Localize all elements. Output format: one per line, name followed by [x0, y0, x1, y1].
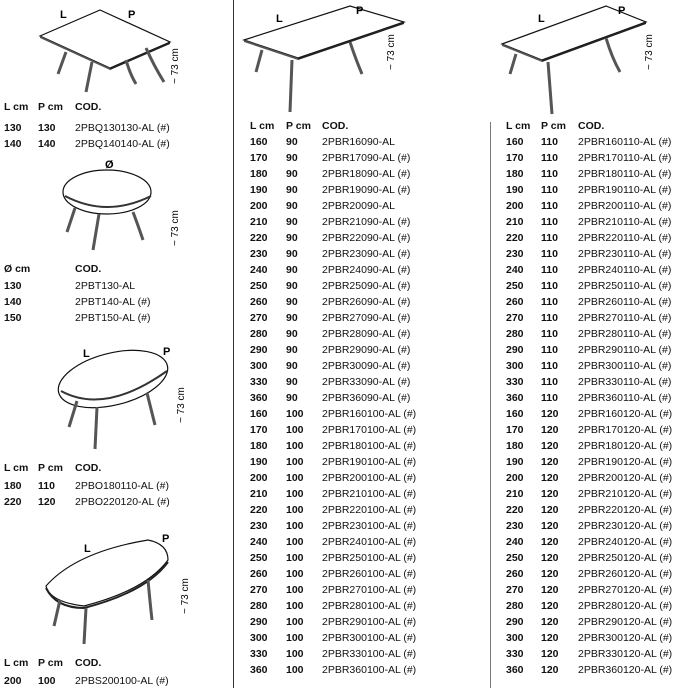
- cell-depth: 120: [541, 648, 559, 660]
- height-label-shaped: ~ 73 cm: [180, 578, 191, 614]
- cell-code: 2PBR170100-AL (#): [322, 424, 417, 436]
- cell-code: 2PBR210120-AL (#): [578, 488, 673, 500]
- cell-depth: 100: [286, 648, 304, 660]
- rect-b-header-cod: COD.: [578, 120, 605, 132]
- table-row: [0, 598, 678, 614]
- table-row: [0, 550, 678, 566]
- cell-code: 2PBR22090-AL (#): [322, 232, 411, 244]
- cell-depth: 110: [541, 216, 558, 228]
- label-L-oval: L: [83, 348, 90, 360]
- cell-depth: 120: [541, 568, 559, 580]
- cell-depth: 90: [286, 376, 298, 388]
- cell-code: 2PBS200100-AL (#): [75, 675, 169, 687]
- cell-depth: 120: [541, 520, 559, 532]
- cell-depth: 100: [286, 616, 304, 628]
- cell-depth: 110: [541, 312, 558, 324]
- cell-depth: 90: [286, 184, 298, 196]
- table-row: [0, 454, 678, 470]
- rect-a-header-l: L cm: [250, 120, 275, 132]
- round-header-cod: COD.: [75, 263, 102, 275]
- cell-depth: 120: [541, 664, 559, 676]
- cell-length: 290: [506, 616, 524, 628]
- table-row: [0, 582, 678, 598]
- cell-length: 240: [250, 536, 268, 548]
- table-row: [0, 134, 678, 150]
- cell-code: 2PBT140-AL (#): [75, 296, 151, 308]
- cell-length: 180: [250, 168, 268, 180]
- table-row: [0, 438, 678, 454]
- cell-code: 2PBR250100-AL (#): [322, 552, 417, 564]
- cell-depth: 90: [286, 360, 298, 372]
- cell-length: 290: [250, 344, 268, 356]
- cell-code: 2PBR29090-AL (#): [322, 344, 411, 356]
- cell-depth: 100: [286, 504, 304, 516]
- cell-length: 250: [250, 552, 268, 564]
- shaped-header-l: L cm: [4, 657, 29, 669]
- cell-code: 2PBR190100-AL (#): [322, 456, 417, 468]
- shaped-header-cod: COD.: [75, 657, 102, 669]
- cell-length: 190: [250, 456, 268, 468]
- square-table-drawing: [28, 4, 198, 94]
- cell-length: 200: [250, 200, 268, 212]
- cell-depth: 90: [286, 200, 298, 212]
- height-label-rect-a: ~ 73 cm: [386, 34, 397, 70]
- label-P: P: [128, 9, 136, 21]
- table-row: [0, 150, 678, 166]
- cell-length: 210: [250, 216, 268, 228]
- label-P-rect-a: P: [356, 5, 364, 17]
- cell-depth: 120: [541, 488, 559, 500]
- cell-code: 2PBR360110-AL (#): [578, 392, 672, 404]
- cell-code: 2PBR290120-AL (#): [578, 616, 673, 628]
- rect-table-drawing-b: [496, 2, 676, 117]
- cell-depth: 110: [541, 392, 558, 404]
- cell-code: 2PBR17090-AL (#): [322, 152, 411, 164]
- cell-depth: 90: [286, 312, 298, 324]
- cell-depth: 110: [541, 264, 558, 276]
- label-L: L: [60, 9, 67, 21]
- cell-length: 190: [250, 184, 268, 196]
- cell-code: 2PBR240100-AL (#): [322, 536, 417, 548]
- cell-code: 2PBR300100-AL (#): [322, 632, 417, 644]
- cell-code: 2PBQ130130-AL (#): [75, 122, 170, 134]
- cell-depth: 100: [286, 568, 304, 580]
- cell-depth: 90: [286, 232, 298, 244]
- oval-header-l: L cm: [4, 462, 29, 474]
- cell-length: 300: [506, 632, 524, 644]
- height-label-oval: ~ 73 cm: [176, 387, 187, 423]
- cell-length: 260: [250, 296, 268, 308]
- cell-code: 2PBR180110-AL (#): [578, 168, 672, 180]
- cell-depth: 100: [286, 408, 304, 420]
- cell-code: 2PBR26090-AL (#): [322, 296, 411, 308]
- cell-depth: 100: [286, 536, 304, 548]
- table-row: [0, 630, 678, 646]
- cell-depth: 120: [38, 496, 56, 508]
- cell-length: 210: [506, 488, 524, 500]
- cell-code: 2PBR200110-AL (#): [578, 200, 672, 212]
- table-row: [0, 566, 678, 582]
- cell-depth: 100: [286, 600, 304, 612]
- cell-code: 2PBR170110-AL (#): [578, 152, 672, 164]
- cell-depth: 120: [541, 408, 559, 420]
- cell-depth: 120: [541, 616, 559, 628]
- cell-code: 2PBO220120-AL (#): [75, 496, 170, 508]
- cell-depth: 100: [286, 584, 304, 596]
- cell-depth: 110: [541, 184, 558, 196]
- label-diameter: Ø: [105, 159, 114, 171]
- table-row: [0, 230, 678, 246]
- rect-a-header-cod: COD.: [322, 120, 349, 132]
- cell-code: 2PBT150-AL (#): [75, 312, 151, 324]
- table-row: [0, 406, 678, 422]
- cell-code: 2PBQ140140-AL (#): [75, 138, 170, 150]
- cell-depth: 110: [541, 248, 558, 260]
- table-row: [0, 166, 678, 182]
- cell-code: 2PBR19090-AL (#): [322, 184, 411, 196]
- cell-length: 270: [250, 312, 268, 324]
- cell-depth: 90: [286, 264, 298, 276]
- label-P-oval: P: [163, 346, 171, 358]
- cell-length: 170: [250, 152, 268, 164]
- cell-code: 2PBR220120-AL (#): [578, 504, 673, 516]
- cell-depth: 120: [541, 504, 559, 516]
- table-row: [0, 374, 678, 390]
- cell-depth: 120: [541, 456, 559, 468]
- cell-depth: 90: [286, 136, 298, 148]
- cell-code: 2PBO180110-AL (#): [75, 480, 169, 492]
- cell-code: 2PBR180120-AL (#): [578, 440, 673, 452]
- cell-depth: 100: [286, 456, 304, 468]
- cell-length: 220: [4, 496, 22, 508]
- cell-length: 280: [506, 600, 524, 612]
- table-row: [0, 358, 678, 374]
- cell-code: 2PBR230110-AL (#): [578, 248, 672, 260]
- cell-code: 2PBR230100-AL (#): [322, 520, 417, 532]
- label-L-rect-a: L: [276, 13, 283, 25]
- cell-length: 230: [250, 520, 268, 532]
- cell-code: 2PBR25090-AL (#): [322, 280, 411, 292]
- cell-length: 250: [250, 280, 268, 292]
- cell-code: 2PBR170120-AL (#): [578, 424, 673, 436]
- cell-code: 2PBR260120-AL (#): [578, 568, 673, 580]
- cell-length: 230: [506, 248, 524, 260]
- cell-depth: 140: [38, 138, 56, 150]
- cell-length: 290: [250, 616, 268, 628]
- cell-code: 2PBR270120-AL (#): [578, 584, 673, 596]
- cell-code: 2PBR290100-AL (#): [322, 616, 417, 628]
- cell-length: 160: [506, 136, 524, 148]
- cell-length: 200: [4, 675, 22, 687]
- cell-depth: 110: [541, 360, 558, 372]
- cell-code: 2PBR330110-AL (#): [578, 376, 672, 388]
- cell-depth: 110: [541, 376, 558, 388]
- cell-depth: 130: [38, 122, 56, 134]
- cell-length: 200: [506, 200, 524, 212]
- cell-code: 2PBR240110-AL (#): [578, 264, 672, 276]
- cell-code: 2PBR290110-AL (#): [578, 344, 672, 356]
- cell-depth: 120: [541, 600, 559, 612]
- cell-code: 2PBR28090-AL (#): [322, 328, 411, 340]
- cell-length: 330: [506, 376, 524, 388]
- table-row: [0, 310, 678, 326]
- cell-code: 2PBR160110-AL (#): [578, 136, 672, 148]
- cell-code: 2PBR33090-AL (#): [322, 376, 411, 388]
- table-row: [0, 182, 678, 198]
- cell-code: 2PBR250110-AL (#): [578, 280, 672, 292]
- table-row: [0, 198, 678, 214]
- table-row: [0, 390, 678, 406]
- cell-code: 2PBR270110-AL (#): [578, 312, 672, 324]
- rect-table-drawing-a: [240, 2, 420, 117]
- cell-length: 180: [506, 440, 524, 452]
- height-label: ~ 73 cm: [170, 48, 181, 84]
- square-header-l: L cm: [4, 101, 29, 113]
- cell-length: 360: [250, 664, 268, 676]
- rect-b-header-l: L cm: [506, 120, 531, 132]
- cell-length: 170: [506, 152, 524, 164]
- cell-depth: 100: [38, 675, 56, 687]
- cell-length: 220: [250, 232, 268, 244]
- cell-code: 2PBR20090-AL: [322, 200, 395, 212]
- cell-length: 220: [506, 504, 524, 516]
- cell-diameter: 140: [4, 296, 22, 308]
- cell-depth: 90: [286, 280, 298, 292]
- cell-code: 2PBR360120-AL (#): [578, 664, 673, 676]
- cell-code: 2PBR260100-AL (#): [322, 568, 417, 580]
- cell-length: 190: [506, 456, 524, 468]
- cell-depth: 100: [286, 552, 304, 564]
- cell-code: 2PBT130-AL: [75, 280, 136, 292]
- cell-length: 170: [250, 424, 268, 436]
- cell-depth: 110: [541, 152, 558, 164]
- cell-depth: 90: [286, 248, 298, 260]
- oval-header-cod: COD.: [75, 462, 102, 474]
- table-row: [0, 486, 678, 502]
- cell-length: 290: [506, 344, 524, 356]
- cell-length: 330: [250, 376, 268, 388]
- cell-code: 2PBR160120-AL (#): [578, 408, 673, 420]
- rect-b-header-p: P cm: [541, 120, 566, 132]
- square-header-cod: COD.: [75, 101, 102, 113]
- table-row: [0, 646, 678, 662]
- cell-length: 180: [506, 168, 524, 180]
- cell-code: 2PBR36090-AL (#): [322, 392, 411, 404]
- cell-depth: 110: [541, 296, 558, 308]
- cell-depth: 120: [541, 472, 559, 484]
- cell-code: 2PBR260110-AL (#): [578, 296, 672, 308]
- cell-length: 210: [250, 488, 268, 500]
- cell-depth: 110: [541, 136, 558, 148]
- cell-depth: 120: [541, 440, 559, 452]
- cell-code: 2PBR280110-AL (#): [578, 328, 672, 340]
- shaped-header-p: P cm: [38, 657, 63, 669]
- cell-code: 2PBR220100-AL (#): [322, 504, 417, 516]
- cell-length: 280: [250, 600, 268, 612]
- cell-length: 240: [506, 264, 524, 276]
- cell-depth: 110: [541, 232, 558, 244]
- cell-code: 2PBR190120-AL (#): [578, 456, 673, 468]
- cell-depth: 120: [541, 424, 559, 436]
- cell-length: 360: [250, 392, 268, 404]
- cell-depth: 100: [286, 488, 304, 500]
- label-L-rect-b: L: [538, 13, 545, 25]
- cell-length: 250: [506, 552, 524, 564]
- cell-depth: 110: [541, 168, 558, 180]
- cell-code: 2PBR330100-AL (#): [322, 648, 417, 660]
- cell-length: 160: [506, 408, 524, 420]
- cell-code: 2PBR280100-AL (#): [322, 600, 417, 612]
- cell-code: 2PBR210110-AL (#): [578, 216, 672, 228]
- cell-length: 300: [250, 360, 268, 372]
- height-label-rect-b: ~ 73 cm: [644, 34, 655, 70]
- cell-depth: 90: [286, 392, 298, 404]
- table-row: [0, 470, 678, 486]
- cell-depth: 110: [541, 344, 558, 356]
- label-P-rect-b: P: [618, 5, 626, 17]
- label-L-shaped: L: [84, 543, 91, 555]
- label-P-shaped: P: [162, 533, 170, 545]
- cell-length: 300: [506, 360, 524, 372]
- cell-code: 2PBR27090-AL (#): [322, 312, 411, 324]
- cell-code: 2PBR250120-AL (#): [578, 552, 673, 564]
- cell-code: 2PBR280120-AL (#): [578, 600, 673, 612]
- cell-code: 2PBR210100-AL (#): [322, 488, 417, 500]
- table-row: [0, 294, 678, 310]
- cell-depth: 120: [541, 632, 559, 644]
- cell-length: 270: [250, 584, 268, 596]
- square-header-p: P cm: [38, 101, 63, 113]
- cell-length: 170: [506, 424, 524, 436]
- cell-length: 260: [506, 568, 524, 580]
- cell-length: 360: [506, 664, 524, 676]
- cell-depth: 120: [541, 536, 559, 548]
- cell-length: 260: [506, 296, 524, 308]
- cell-length: 240: [506, 536, 524, 548]
- cell-length: 360: [506, 392, 524, 404]
- cell-length: 210: [506, 216, 524, 228]
- cell-length: 160: [250, 136, 268, 148]
- cell-diameter: 150: [4, 312, 22, 324]
- cell-code: 2PBR230120-AL (#): [578, 520, 673, 532]
- cell-code: 2PBR270100-AL (#): [322, 584, 417, 596]
- cell-code: 2PBR160100-AL (#): [322, 408, 417, 420]
- cell-depth: 110: [541, 280, 558, 292]
- cell-code: 2PBR180100-AL (#): [322, 440, 417, 452]
- cell-code: 2PBR23090-AL (#): [322, 248, 411, 260]
- cell-length: 230: [506, 520, 524, 532]
- cell-depth: 90: [286, 216, 298, 228]
- cell-depth: 90: [286, 168, 298, 180]
- cell-code: 2PBR200100-AL (#): [322, 472, 417, 484]
- cell-code: 2PBR300110-AL (#): [578, 360, 672, 372]
- cell-length: 130: [4, 122, 22, 134]
- cell-diameter: 130: [4, 280, 22, 292]
- table-row: [0, 518, 678, 534]
- cell-depth: 110: [38, 480, 55, 492]
- cell-length: 140: [4, 138, 22, 150]
- cell-length: 180: [250, 440, 268, 452]
- cell-code: 2PBR24090-AL (#): [322, 264, 411, 276]
- cell-length: 190: [506, 184, 524, 196]
- cell-length: 180: [4, 480, 22, 492]
- oval-header-p: P cm: [38, 462, 63, 474]
- cell-depth: 100: [286, 632, 304, 644]
- cell-depth: 120: [541, 584, 559, 596]
- cell-depth: 90: [286, 344, 298, 356]
- cell-code: 2PBR240120-AL (#): [578, 536, 673, 548]
- cell-depth: 90: [286, 328, 298, 340]
- cell-length: 330: [250, 648, 268, 660]
- cell-code: 2PBR360100-AL (#): [322, 664, 417, 676]
- table-row: [0, 278, 678, 294]
- table-row: [0, 422, 678, 438]
- cell-length: 250: [506, 280, 524, 292]
- cell-length: 280: [250, 328, 268, 340]
- cell-depth: 100: [286, 472, 304, 484]
- height-label-round: ~ 73 cm: [170, 210, 181, 246]
- table-row: [0, 262, 678, 278]
- rect-a-header-p: P cm: [286, 120, 311, 132]
- cell-length: 200: [250, 472, 268, 484]
- cell-length: 260: [250, 568, 268, 580]
- table-row: [0, 246, 678, 262]
- round-header-d: Ø cm: [4, 263, 31, 275]
- table-row: [0, 502, 678, 518]
- table-row: [0, 214, 678, 230]
- cell-length: 240: [250, 264, 268, 276]
- cell-code: 2PBR30090-AL (#): [322, 360, 411, 372]
- table-row: [0, 342, 678, 358]
- cell-depth: 120: [541, 552, 559, 564]
- cell-depth: 90: [286, 296, 298, 308]
- cell-depth: 100: [286, 664, 304, 676]
- cell-depth: 100: [286, 424, 304, 436]
- cell-length: 220: [506, 232, 524, 244]
- cell-length: 270: [506, 312, 524, 324]
- cell-depth: 90: [286, 152, 298, 164]
- table-row: [0, 534, 678, 550]
- cell-length: 220: [250, 504, 268, 516]
- cell-depth: 100: [286, 520, 304, 532]
- cell-length: 270: [506, 584, 524, 596]
- cell-code: 2PBR330120-AL (#): [578, 648, 673, 660]
- cell-length: 200: [506, 472, 524, 484]
- cell-length: 280: [506, 328, 524, 340]
- cell-depth: 100: [286, 440, 304, 452]
- table-row: [0, 662, 678, 678]
- cell-code: 2PBR16090-AL: [322, 136, 395, 148]
- cell-depth: 110: [541, 200, 558, 212]
- cell-length: 300: [250, 632, 268, 644]
- cell-code: 2PBR18090-AL (#): [322, 168, 411, 180]
- table-row: [0, 326, 678, 342]
- cell-length: 230: [250, 248, 268, 260]
- cell-code: 2PBR220110-AL (#): [578, 232, 672, 244]
- cell-depth: 110: [541, 328, 558, 340]
- cell-code: 2PBR300120-AL (#): [578, 632, 673, 644]
- cell-code: 2PBR200120-AL (#): [578, 472, 673, 484]
- cell-length: 330: [506, 648, 524, 660]
- cell-code: 2PBR190110-AL (#): [578, 184, 672, 196]
- table-row: [0, 614, 678, 630]
- cell-code: 2PBR21090-AL (#): [322, 216, 411, 228]
- cell-length: 160: [250, 408, 268, 420]
